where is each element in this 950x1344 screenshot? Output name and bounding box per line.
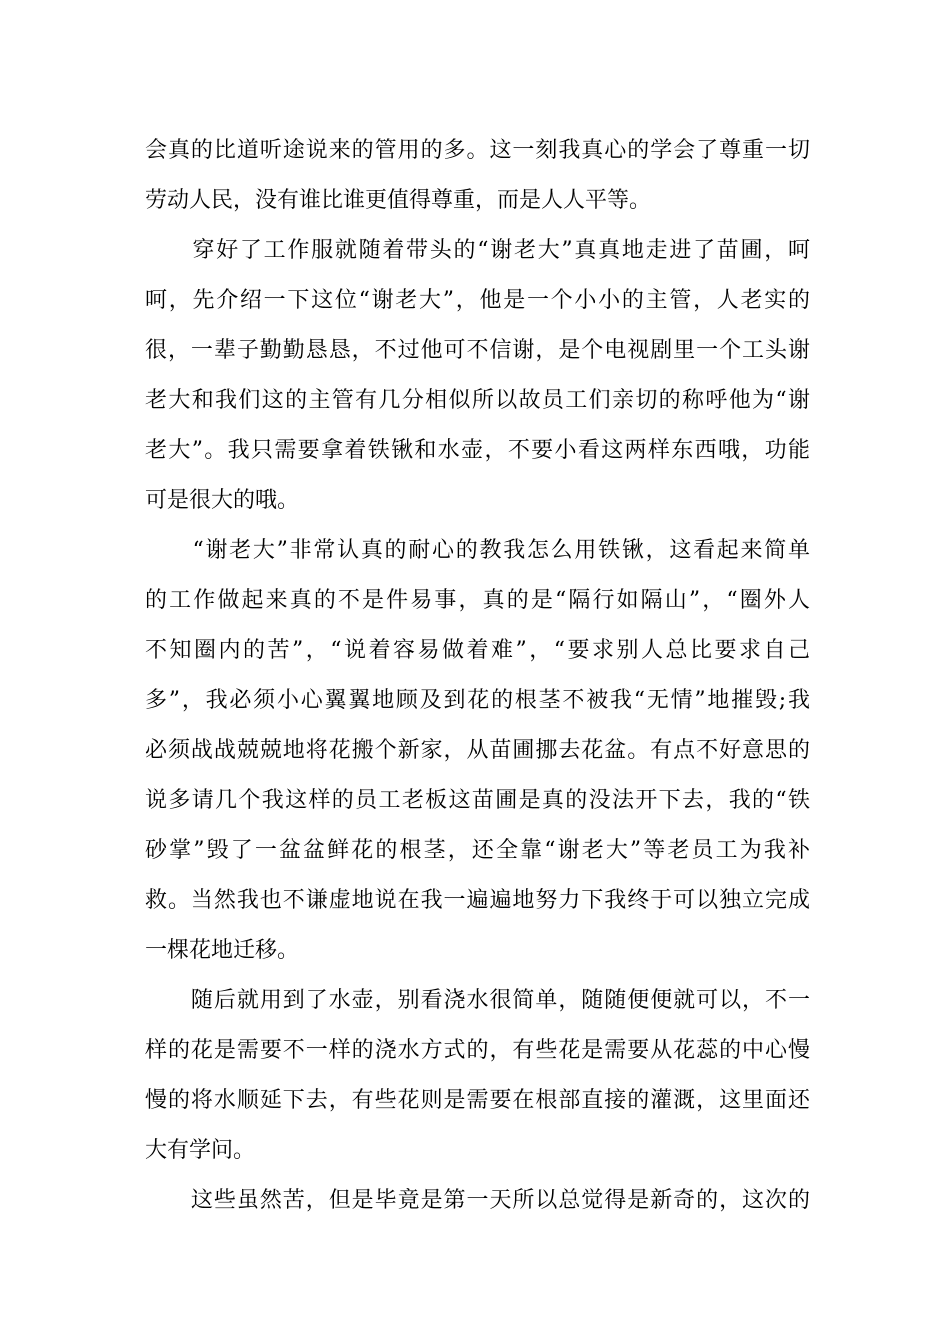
text-line: 呵，先介绍一下这位“谢老大”，他是一个小小的主管，人老实的 xyxy=(145,288,810,313)
text-line: 会真的比道听途说来的管用的多。这一刻我真心的学会了尊重一切 xyxy=(145,138,810,163)
text-line: 可是很大的哦。 xyxy=(145,488,300,513)
text-line: “谢老大”非常认真的耐心的教我怎么用铁锹，这看起来简单 xyxy=(145,538,810,563)
text-line: 老大”。我只需要拿着铁锹和水壶，不要小看这两样东西哦，功能 xyxy=(145,438,810,463)
text-line: 不知圈内的苦”，“说着容易做着难”，“要求别人总比要求自己 xyxy=(145,638,810,663)
text-line: 的工作做起来真的不是件易事，真的是“隔行如隔山”，“圈外人 xyxy=(145,588,810,613)
text-line: 样的花是需要不一样的浇水方式的，有些花是需要从花蕊的中心慢 xyxy=(145,1038,810,1063)
text-line: 救。当然我也不谦虚地说在我一遍遍地努力下我终于可以独立完成 xyxy=(145,888,810,913)
text-line: 老大和我们这的主管有几分相似所以故员工们亲切的称呼他为“谢 xyxy=(145,388,810,413)
text-line: 一棵花地迁移。 xyxy=(145,938,300,963)
text-line: 多”，我必须小心翼翼地顾及到花的根茎不被我“无情”地摧毁;我 xyxy=(145,688,810,713)
text-line: 必须战战兢兢地将花搬个新家，从苗圃挪去花盆。有点不好意思的 xyxy=(145,738,810,763)
text-line: 说多请几个我这样的员工老板这苗圃是真的没法开下去，我的“铁 xyxy=(145,788,810,813)
text-line: 这些虽然苦，但是毕竟是第一天所以总觉得是新奇的，这次的 xyxy=(145,1188,810,1213)
text-line: 砂掌”毁了一盆盆鲜花的根茎，还全靠“谢老大”等老员工为我补 xyxy=(145,838,810,863)
text-line: 大有学问。 xyxy=(145,1138,256,1163)
text-line: 很，一辈子勤勤恳恳，不过他可不信谢，是个电视剧里一个工头谢 xyxy=(145,338,810,363)
text-line: 随后就用到了水壶，别看浇水很简单，随随便便就可以，不一 xyxy=(145,988,810,1013)
text-line: 穿好了工作服就随着带头的“谢老大”真真地走进了苗圃，呵 xyxy=(145,238,810,263)
text-line: 劳动人民，没有谁比谁更值得尊重，而是人人平等。 xyxy=(145,188,652,213)
text-line: 慢的将水顺延下去，有些花则是需要在根部直接的灌溉，这里面还 xyxy=(145,1088,810,1113)
